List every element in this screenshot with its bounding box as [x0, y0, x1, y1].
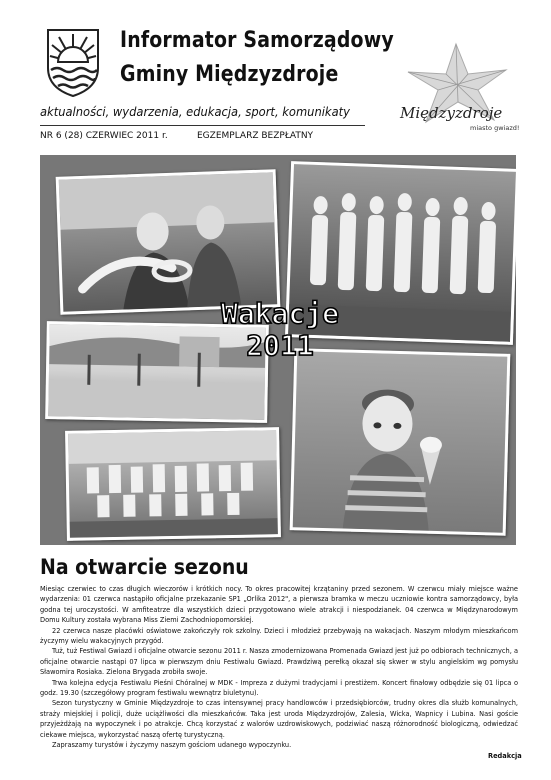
masthead-divider: [40, 125, 365, 126]
article-paragraph: Sezon turystyczny w Gminie Międzyzdroje to czas intensywnej pracy handlowców i przedsiębiorców, trudny okres dla służb komunalnych, straży miejskiej i policji, duże uciążliwości dla mieszkańców. Taka jest uroda Międzyzdrojów, Zalesia, Wicka, Wapnicy i Lubina. Nasi goście przyjeżdżają na wypoczynek i po atrakcje. Chcą korzystać z walorów uzdrowiskowych, podziwiać naszą różnorodność biologiczną, odwiedzać ciekawe miejsca, wykorzystać naszą ofertę turystyczną.: [40, 699, 518, 739]
logo-wordmark: Międzyzdroje: [400, 104, 503, 122]
tagline: aktualności, wydarzenia, edukacja, sport, komunikaty: [40, 104, 350, 119]
photo-football-team: [65, 427, 281, 541]
photo-children-balloons: [56, 169, 281, 315]
logo-slogan: miasto gwiazd!: [470, 124, 520, 132]
article-paragraph: Zapraszamy turystów i życzymy naszym gościom udanego wypoczynku.: [52, 741, 292, 750]
article-signature: Redakcja: [488, 752, 522, 760]
town-crest-icon: [44, 28, 102, 98]
overlay-word: Wakacje: [220, 297, 339, 330]
newsletter-subtitle: Gminy Międzyzdroje: [120, 62, 339, 87]
article-paragraph: 22 czerwca nasze placówki oświatowe zakończyły rok szkolny. Dzieci i młodzież przebywają na wakacjach. Naszym młodym mieszkańcom życzymy wielu wakacyjnych przygód.: [40, 626, 518, 646]
article-headline: Na otwarcie sezonu: [40, 555, 249, 579]
article-paragraph: Miesiąc czerwiec to czas długich wieczorów i krótkich nocy. To okres pracowitej krzątaniny przed sezonem. W czerwcu miały miejsce ważne wydarzenia: 01 czerwca nastąpiło oficjalne przekazanie SP1 „Orlika 2012", a pierwsza bramka w meczu uczniowie kontra samorządowcy, była godna tej uroczystości. W amfiteatrze dla wszystkich dzieci przygotowano wiele atrakcji i niespodzianek. 04 czerwca w Międzynarodowym Domu Kultury została wybrana Miss Ziemi Zachodniopomorskiej.: [40, 585, 518, 625]
cover-overlay-text: [210, 297, 350, 362]
free-copy-label: EGZEMPLARZ BEZPŁATNY: [197, 131, 314, 141]
photo-boy-face-paint: [290, 348, 511, 536]
issue-number: NR 6 (28) CZERWIEC 2011 r.: [40, 131, 168, 141]
article-paragraph: Tuż, tuż Festiwal Gwiazd i oficjalne otwarcie sezonu 2011 r. Nasza zmodernizowana Promenada Gwiazd jest już po odbiorach technicznych, a oficjalne otwarcie nastąpi 07 lipca w pierwszym dniu Festiwalu Gwiazd. Prawdziwą perełką okazał się skwer w stylu angielskim wg pomysłu Sławomira Rosiaka. Zielona Brygada zrobiła swoje.: [40, 647, 518, 677]
article-paragraph: Trwa kolejna edycja Festiwalu Pieśni Chóralnej w MDK - Impreza z dużymi tradycjami i prestiżem. Koncert finałowy odbędzie się 01 lipca o godz. 19.30 (szczegółowy program festiwalu wewnątrz biuletynu).: [40, 678, 518, 698]
article-body: [40, 584, 518, 751]
newsletter-title: Informator Samorządowy: [120, 28, 394, 53]
overlay-year: 2011: [246, 329, 314, 362]
